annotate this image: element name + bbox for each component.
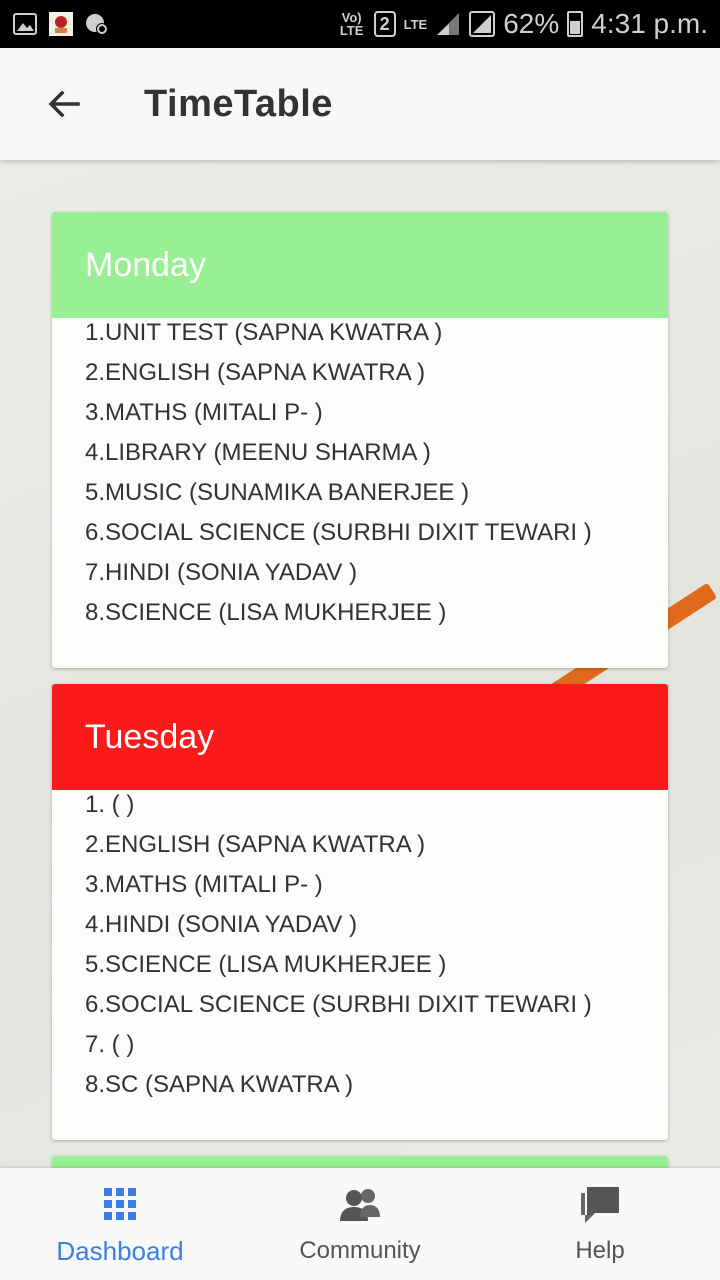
battery-percent: 62% (503, 8, 560, 39)
nav-community[interactable] (240, 1168, 480, 1280)
nav-help[interactable] (480, 1168, 720, 1280)
day-card-monday (52, 212, 668, 668)
nav-dashboard[interactable] (0, 1168, 240, 1280)
period-item: 5.MUSIC (SUNAMIKA BANERJEE ) (85, 479, 470, 506)
nav-label: Dashboard (56, 1235, 184, 1266)
day-header (52, 684, 668, 790)
school-logo-icon (48, 11, 74, 37)
day-title: Tuesday (85, 717, 215, 756)
period-item: 5.SCIENCE (LISA MUKHERJEE ) (85, 951, 447, 978)
nav-label: Community (299, 1237, 421, 1264)
period-item: 1. ( ) (85, 791, 135, 818)
period-item: 2.ENGLISH (SAPNA KWATRA ) (85, 359, 426, 386)
period-item: 3.MATHS (MITALI P- ) (85, 871, 323, 898)
bottom-navigation (0, 1168, 720, 1280)
period-item: 1.UNIT TEST (SAPNA KWATRA ) (85, 319, 443, 346)
battery-icon (567, 11, 583, 37)
people-icon (338, 1183, 382, 1227)
day-card-next-partial (52, 1156, 668, 1168)
period-item: 8.SC (SAPNA KWATRA ) (85, 1071, 354, 1098)
period-item: 8.SCIENCE (LISA MUKHERJEE ) (85, 599, 447, 626)
network-type: LTE (403, 16, 428, 32)
chat-icon (578, 1183, 622, 1227)
timetable-scroll-area[interactable] (0, 160, 720, 1168)
period-list (52, 790, 668, 1140)
nav-label: Help (575, 1237, 625, 1264)
period-item: 4.LIBRARY (MEENU SHARMA ) (85, 439, 431, 466)
sim-indicator: 2 (374, 11, 396, 37)
gallery-notification-icon (12, 11, 38, 37)
period-item: 3.MATHS (MITALI P- ) (85, 399, 323, 426)
back-button[interactable] (32, 72, 96, 136)
signal-icon (435, 11, 461, 37)
period-item: 6.SOCIAL SCIENCE (SURBHI DIXIT TEWARI ) (85, 991, 592, 1018)
settings-notification-icon (84, 11, 110, 37)
grid-icon (98, 1182, 142, 1226)
clock: 4:31 p.m. (591, 8, 708, 39)
period-item: 2.ENGLISH (SAPNA KWATRA ) (85, 831, 426, 858)
day-header (52, 1156, 668, 1168)
page-title: TimeTable (144, 82, 333, 125)
period-list (52, 318, 668, 668)
arrow-left-icon (46, 86, 82, 122)
day-header (52, 212, 668, 318)
period-item: 4.HINDI (SONIA YADAV ) (85, 911, 358, 938)
period-item: 7. ( ) (85, 1031, 135, 1058)
day-card-tuesday (52, 684, 668, 1140)
period-item: 6.SOCIAL SCIENCE (SURBHI DIXIT TEWARI ) (85, 519, 592, 546)
signal-roaming-icon (469, 11, 495, 37)
period-item: 7.HINDI (SONIA YADAV ) (85, 559, 358, 586)
status-bar (0, 0, 720, 48)
day-title: Monday (85, 245, 206, 284)
app-bar (0, 48, 720, 160)
volte-indicator: Vo) LTE (339, 10, 364, 38)
